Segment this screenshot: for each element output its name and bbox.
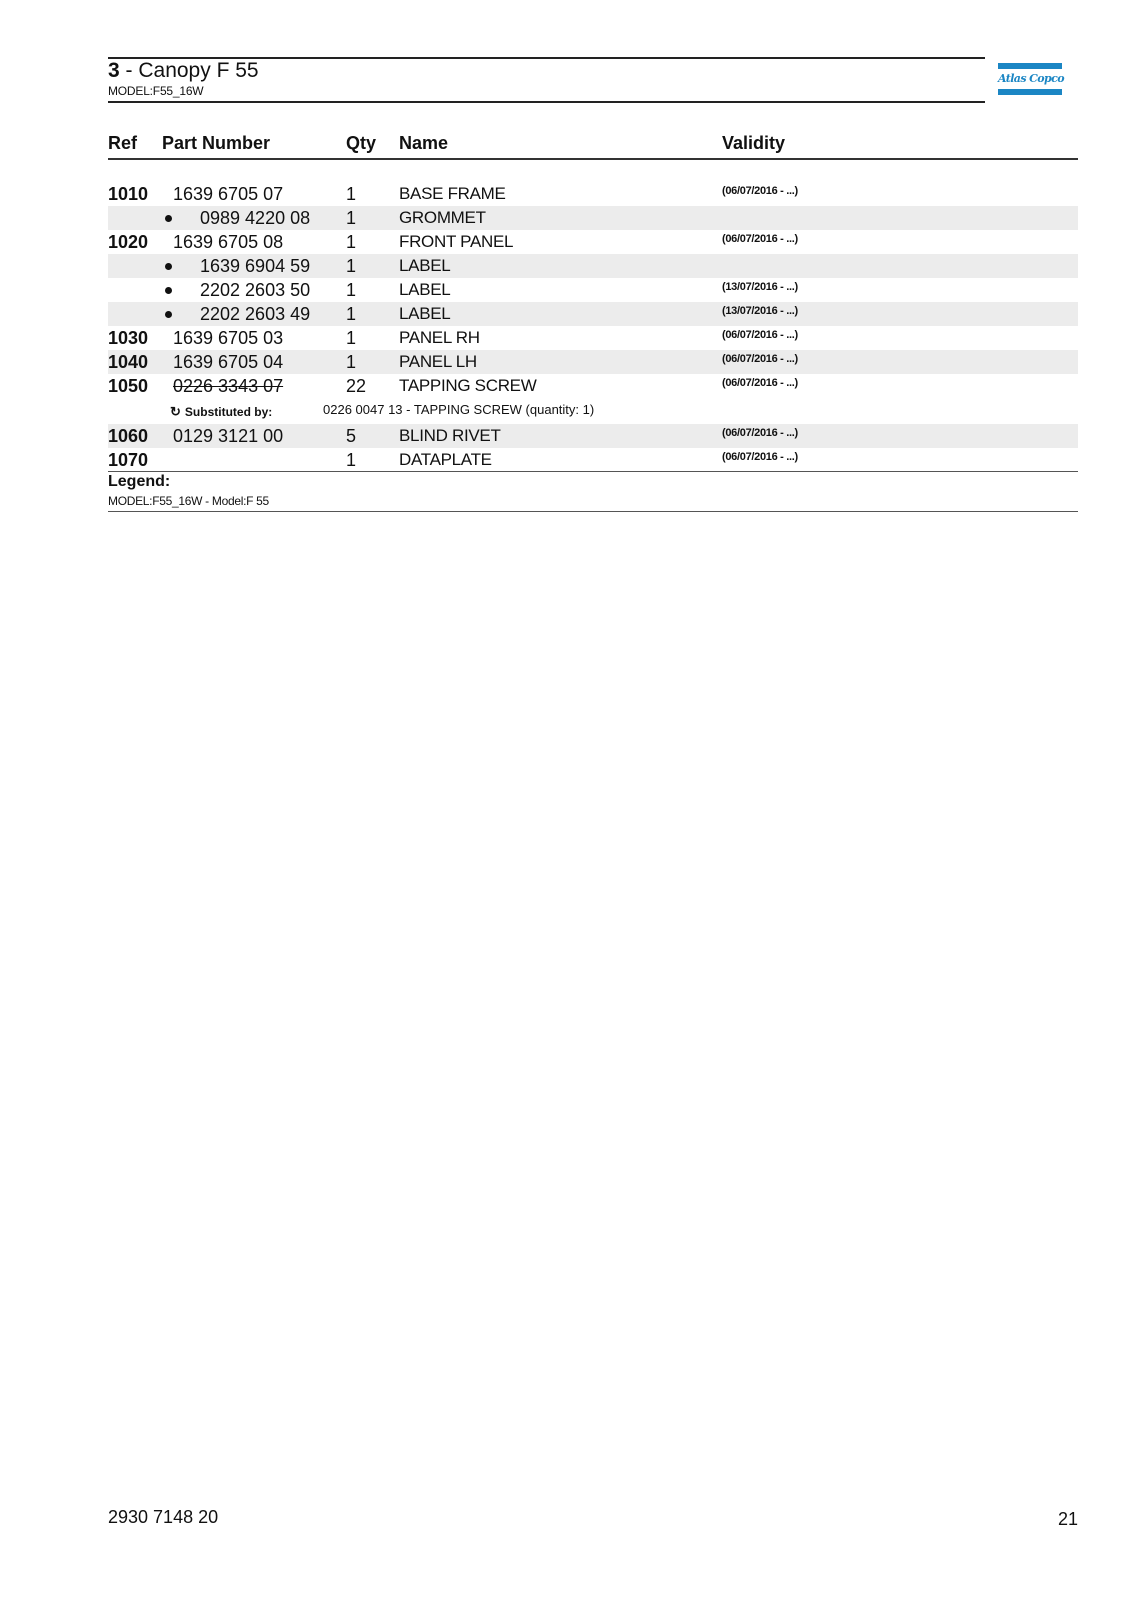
row-qty: 1 — [346, 232, 357, 252]
row-part-number-superseded: 0226 3343 07 — [173, 376, 284, 396]
row-name: PANEL RH — [399, 328, 480, 347]
row-ref: 1020 — [108, 232, 149, 252]
row-qty: 1 — [346, 352, 357, 372]
row-name: TAPPING SCREW — [399, 376, 537, 395]
row-part-number: 0129 3121 00 — [173, 426, 284, 446]
table-row — [108, 424, 1078, 448]
column-header-ref: Ref — [108, 133, 138, 153]
substitution-row — [108, 402, 1078, 422]
logo-top-bar — [998, 63, 1062, 69]
row-qty: 1 — [346, 256, 357, 276]
logo-bottom-bar — [998, 89, 1062, 95]
row-qty: 1 — [346, 208, 357, 228]
column-header-name: Name — [399, 133, 449, 153]
row-validity: (06/07/2016 - ...) — [722, 233, 798, 245]
row-name: GROMMET — [399, 208, 486, 227]
document-number: 2930 7148 20 — [108, 1507, 219, 1527]
row-part-number: 1639 6705 08 — [173, 232, 284, 252]
table-row — [108, 350, 1078, 374]
table-row — [108, 374, 1078, 398]
column-header-qty: Qty — [346, 133, 377, 153]
row-ref: 1030 — [108, 328, 149, 348]
legend-rule — [108, 511, 1078, 512]
row-ref: 1050 — [108, 376, 149, 396]
row-part-number: 0989 4220 08 — [200, 208, 311, 228]
row-name: DATAPLATE — [399, 450, 492, 469]
column-header-rule — [108, 158, 1078, 160]
table-row — [108, 302, 1078, 326]
bullet-icon — [165, 287, 172, 294]
row-part-number: 1639 6904 59 — [200, 256, 311, 276]
table-row — [108, 326, 1078, 350]
row-qty: 1 — [346, 184, 357, 204]
row-name: FRONT PANEL — [399, 232, 514, 251]
row-validity: (06/07/2016 - ...) — [722, 329, 798, 341]
table-row — [108, 278, 1078, 302]
column-header-part-number: Part Number — [162, 133, 271, 153]
substitution-label-text: Substituted by: — [184, 405, 273, 419]
row-qty: 22 — [346, 376, 367, 396]
row-validity: (13/07/2016 - ...) — [722, 305, 798, 317]
bullet-icon — [165, 215, 172, 222]
table-row — [108, 448, 1078, 472]
row-ref: 1060 — [108, 426, 149, 446]
substitution-text: 0226 0047 13 - TAPPING SCREW (quantity: 1) — [323, 402, 595, 417]
row-part-number: 1639 6705 03 — [173, 328, 284, 348]
table-row — [108, 230, 1078, 254]
row-part-number: 2202 2603 50 — [200, 280, 311, 300]
page-title — [108, 58, 259, 84]
logo-text: Atlas Copco — [998, 72, 1064, 85]
row-name: LABEL — [399, 280, 451, 299]
row-name: LABEL — [399, 256, 451, 275]
bullet-icon — [165, 263, 172, 270]
legend-text: MODEL:F55_16W - Model:F 55 — [108, 494, 269, 508]
row-part-number: 1639 6705 07 — [173, 184, 284, 204]
table-row — [108, 254, 1078, 278]
row-name: PANEL LH — [399, 352, 477, 371]
section-title: - Canopy F 55 — [119, 59, 259, 82]
row-name: LABEL — [399, 304, 451, 323]
header-bottom-rule — [108, 101, 985, 103]
atlas-copco-logo — [998, 63, 1062, 95]
row-qty: 1 — [346, 304, 357, 324]
row-validity: (06/07/2016 - ...) — [722, 377, 798, 389]
row-ref: 1010 — [108, 184, 149, 204]
table-row — [108, 206, 1078, 230]
row-part-number: 1639 6705 04 — [173, 352, 284, 372]
bullet-icon — [165, 311, 172, 318]
refresh-icon: ↻ — [170, 404, 181, 419]
row-name: BASE FRAME — [399, 184, 506, 203]
table-row — [108, 182, 1078, 206]
column-header-validity: Validity — [722, 133, 786, 153]
substitution-label — [170, 404, 272, 420]
row-qty: 1 — [346, 328, 357, 348]
section-number: 3 — [108, 59, 120, 82]
row-qty: 5 — [346, 426, 357, 446]
row-ref: 1040 — [108, 352, 149, 372]
model-subtitle: MODEL:F55_16W — [108, 84, 204, 98]
row-validity: (06/07/2016 - ...) — [722, 353, 798, 365]
row-validity: (06/07/2016 - ...) — [722, 451, 798, 463]
legend-title: Legend: — [108, 473, 171, 490]
row-validity: (13/07/2016 - ...) — [722, 281, 798, 293]
row-qty: 1 — [346, 280, 357, 300]
row-name: BLIND RIVET — [399, 426, 501, 445]
row-validity: (06/07/2016 - ...) — [722, 427, 798, 439]
row-validity: (06/07/2016 - ...) — [722, 185, 798, 197]
table-end-rule — [108, 471, 1078, 472]
row-part-number: 2202 2603 49 — [200, 304, 311, 324]
row-ref: 1070 — [108, 450, 149, 470]
page-number: 21 — [1057, 1509, 1078, 1529]
row-qty: 1 — [346, 450, 357, 470]
